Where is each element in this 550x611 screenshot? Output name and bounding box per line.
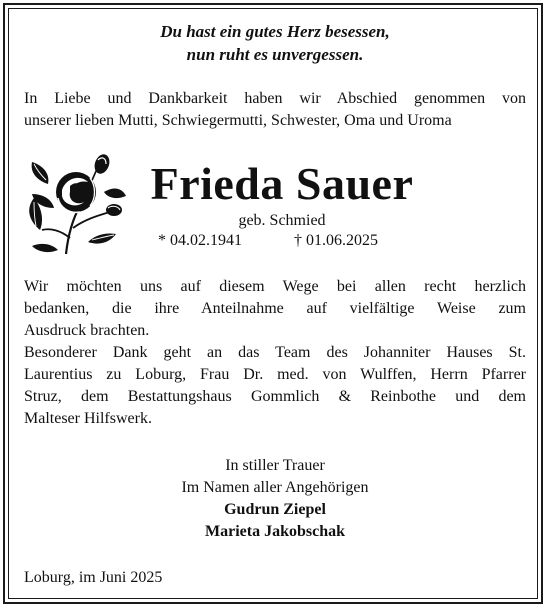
thanks-line: Wir möchten uns auf diesem Wege bei allen recht herzlich [24,278,526,295]
place-date: Loburg, im Juni 2025 [24,569,163,586]
signer-2: Marieta Jakobschak [205,523,345,540]
motto [0,20,550,66]
intro-line-1: In Liebe und Dankbarkeit haben wir Abschied genommen von [24,90,526,107]
birth-date: * 04.02.1941 [158,232,242,249]
deceased-name: Frieda Sauer [150,158,414,209]
motto-line-1: Du hast ein gutes Herz besessen, [160,22,390,41]
thanks-line: Ausdruck brachten. [24,322,150,339]
motto-line-2: nun ruht es unvergessen. [186,45,364,64]
thanks-line: Besonderer Dank geht an das Team des Johanniter Hauses St. [24,344,526,361]
closing-line-1: In stiller Trauer [225,457,325,474]
closing-block [0,455,550,543]
intro-line-2: unserer lieben Mutti, Schwiegermutti, Schwester, Oma und Uroma [24,112,452,129]
thanks-line: Laurentius zu Loburg, Frau Dr. med. von Wulffen, Herrn Pfarrer [24,366,526,383]
closing-line-2: Im Namen aller Angehörigen [181,479,369,496]
death-date: † 01.06.2025 [294,232,378,249]
intro-paragraph [24,88,526,132]
rose-icon [18,150,130,258]
thanks-line: Malteser Hilfswerk. [24,410,152,427]
thanks-line: Struz, dem Bestattungshaus Gommlich & Reinbothe und dem [24,388,526,405]
signer-1: Gudrun Ziepel [224,501,326,518]
thanks-paragraph [24,276,526,430]
thanks-line: bedanken, die ihre Anteilnahme auf vielfältige Weise zum [24,300,526,317]
maiden-name: geb. Schmied [238,212,326,229]
